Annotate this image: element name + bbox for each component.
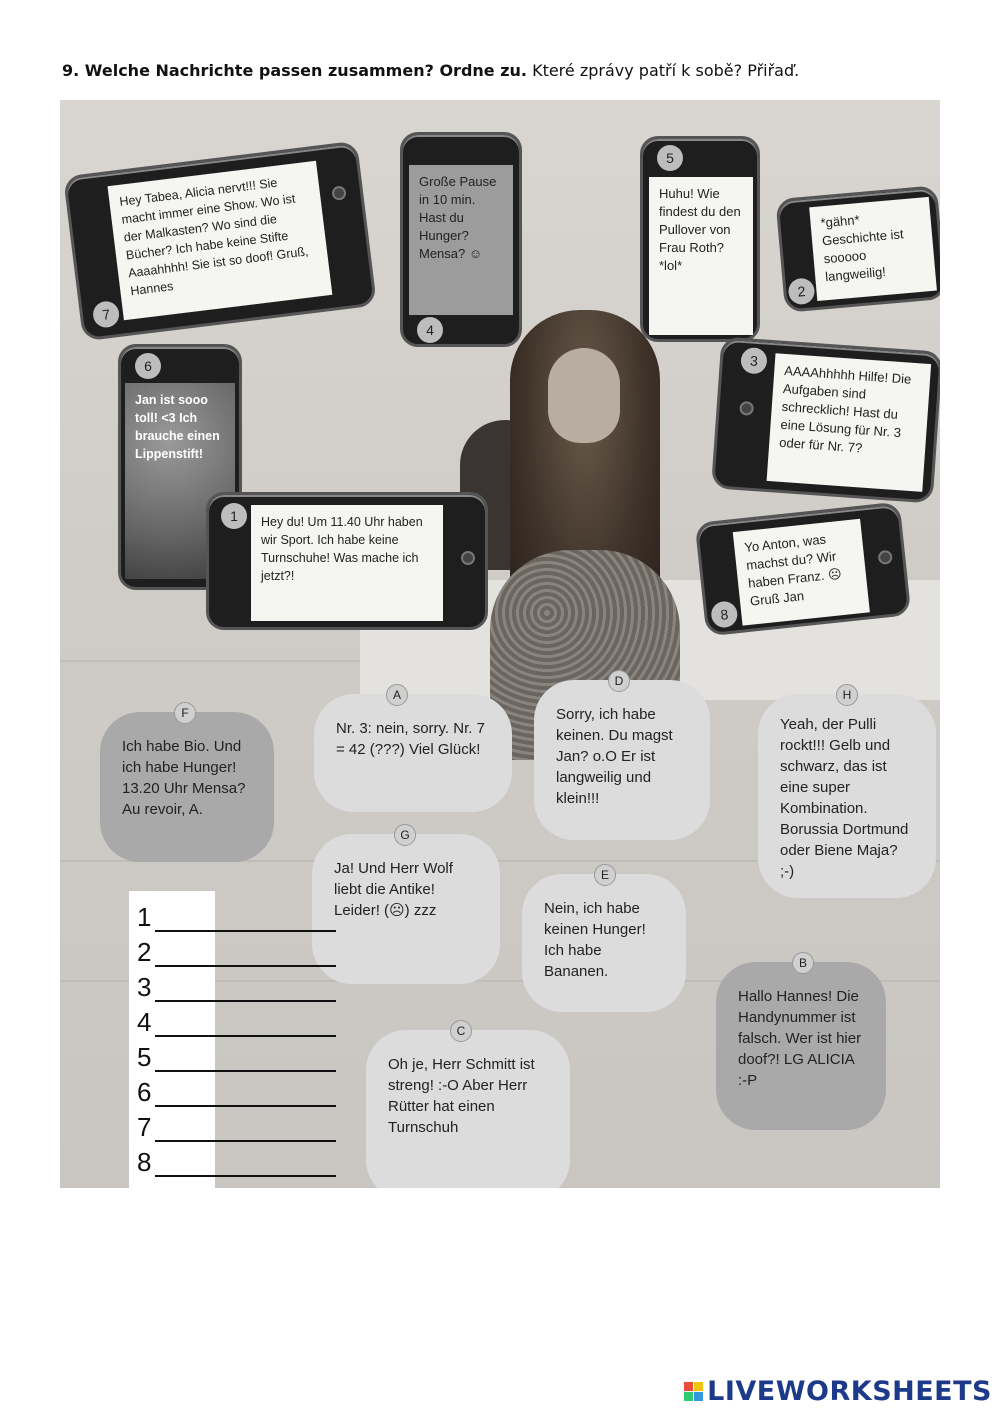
logo-icon bbox=[684, 1382, 703, 1401]
phone-1-number: 1 bbox=[221, 503, 247, 529]
instruction-text bbox=[62, 60, 799, 82]
answer-number: 3 bbox=[137, 972, 152, 1002]
phone-button bbox=[331, 185, 347, 201]
answer-input-8[interactable] bbox=[155, 1153, 336, 1177]
answer-row-3 bbox=[137, 967, 209, 1002]
phone-button bbox=[461, 551, 475, 565]
phone-2-number: 2 bbox=[787, 277, 815, 305]
logo-text: LIVEWORKSHEETS bbox=[707, 1376, 992, 1407]
phone-8-message: Yo Anton, was machst du? Wir haben Franz. ☹ Gruß Jan bbox=[733, 519, 870, 626]
phone-7-message: Hey Tabea, Alicia nervt!!! Sie macht immer eine Show. Wo ist der Malkasten? Wo sind die Bücher? Ich habe keine Stifte Aaaahhhh! Sie ist so doof! Gruß, Hannes bbox=[107, 161, 332, 321]
answer-list bbox=[129, 891, 215, 1188]
reply-bubble-h bbox=[758, 688, 936, 898]
phone-8-number: 8 bbox=[710, 600, 739, 629]
answer-input-3[interactable] bbox=[155, 978, 336, 1002]
bubble-d-text: Sorry, ich habe keinen. Du magst Jan? o.O Er ist langweilig und klein!!! bbox=[556, 706, 673, 807]
phone-7 bbox=[63, 141, 377, 342]
answer-number: 7 bbox=[137, 1112, 152, 1142]
bubble-e-text: Nein, ich habe keinen Hunger! Ich habe Bananen. bbox=[544, 900, 646, 980]
answer-input-1[interactable] bbox=[155, 908, 336, 932]
phone-4 bbox=[400, 132, 522, 347]
logo-square bbox=[684, 1392, 693, 1401]
instruction-translation: Které zprávy patří k sobě? Přiřaď. bbox=[526, 61, 800, 80]
bubble-letter-a: A bbox=[386, 684, 408, 706]
phone-3-number: 3 bbox=[740, 347, 768, 375]
reply-bubble-b bbox=[716, 956, 886, 1130]
reply-bubble-f bbox=[100, 706, 274, 862]
answer-row-2 bbox=[137, 932, 209, 967]
answer-row-8 bbox=[137, 1142, 209, 1177]
phone-1 bbox=[206, 492, 488, 630]
phone-button bbox=[739, 401, 754, 416]
answer-number: 5 bbox=[137, 1042, 152, 1072]
reply-bubble-d bbox=[534, 674, 710, 840]
phone-2 bbox=[775, 185, 940, 313]
answer-number: 8 bbox=[137, 1147, 152, 1177]
bubble-letter-g: G bbox=[394, 824, 416, 846]
phone-2-message: *gähn* Geschichte ist sooooo langweilig! bbox=[809, 197, 937, 301]
bubble-f-text: Ich habe Bio. Und ich habe Hunger! 13.20 Uhr Mensa? Au revoir, A. bbox=[122, 738, 246, 818]
logo-square bbox=[694, 1382, 703, 1391]
bubble-letter-h: H bbox=[836, 684, 858, 706]
phone-5 bbox=[640, 136, 760, 342]
answer-input-6[interactable] bbox=[155, 1083, 336, 1107]
answer-number: 1 bbox=[137, 902, 152, 932]
phone-5-message: Huhu! Wie findest du den Pullover von Frau Roth? *lol* bbox=[649, 177, 753, 335]
phone-button bbox=[878, 550, 893, 565]
bubble-letter-d: D bbox=[608, 670, 630, 692]
answer-number: 2 bbox=[137, 937, 152, 967]
answer-row-1 bbox=[137, 897, 209, 932]
answer-input-2[interactable] bbox=[155, 943, 336, 967]
phone-3 bbox=[711, 336, 940, 503]
phone-7-number: 7 bbox=[92, 300, 121, 329]
phone-3-message: AAAAhhhhh Hilfe! Die Aufgaben sind schrecklich! Hast du eine Lösung für Nr. 3 oder für Nr. 7? bbox=[767, 353, 932, 492]
answer-number: 6 bbox=[137, 1077, 152, 1107]
bubble-h-text: Yeah, der Pulli rockt!!! Gelb und schwarz, das ist eine super Kombination. Borussia Dortmund oder Biene Maja? ;-) bbox=[780, 716, 909, 880]
phone-6-message: Jan ist sooo toll! <3 Ich brauche einen Lippenstift! bbox=[125, 383, 235, 579]
phone-4-message: Große Pause in 10 min. Hast du Hunger? Mensa? ☺ bbox=[409, 165, 513, 315]
bubble-letter-e: E bbox=[594, 864, 616, 886]
answer-row-4 bbox=[137, 1002, 209, 1037]
answer-row-7 bbox=[137, 1107, 209, 1142]
answer-row-6 bbox=[137, 1072, 209, 1107]
bubble-c-text: Oh je, Herr Schmitt ist streng! :-O Aber Herr Rütter hat einen Turnschuh bbox=[388, 1056, 535, 1136]
bubble-a-text: Nr. 3: nein, sorry. Nr. 7 = 42 (???) Viel Glück! bbox=[336, 720, 485, 758]
instruction-bold: 9. Welche Nachrichte passen zusammen? Ordne zu. bbox=[62, 61, 527, 80]
reply-bubble-c bbox=[366, 1024, 570, 1188]
answer-input-4[interactable] bbox=[155, 1013, 336, 1037]
bubble-letter-c: C bbox=[450, 1020, 472, 1042]
bubble-g-text: Ja! Und Herr Wolf liebt die Antike! Leider! (☹) zzz bbox=[334, 860, 453, 919]
girl-face bbox=[548, 348, 620, 443]
reply-bubble-a bbox=[314, 688, 512, 812]
answer-input-5[interactable] bbox=[155, 1048, 336, 1072]
bubble-b-text: Hallo Hannes! Die Handynummer ist falsch. Wer ist hier doof?! LG ALICIA :-P bbox=[738, 988, 862, 1089]
reply-bubble-e bbox=[522, 868, 686, 1012]
liveworksheets-logo bbox=[684, 1376, 992, 1407]
phone-1-message: Hey du! Um 11.40 Uhr haben wir Sport. Ich habe keine Turnschuhe! Was mache ich jetzt?! bbox=[251, 505, 443, 621]
phone-8 bbox=[695, 502, 912, 637]
answer-input-7[interactable] bbox=[155, 1118, 336, 1142]
phone-4-number: 4 bbox=[417, 317, 443, 343]
logo-square bbox=[684, 1382, 693, 1391]
answer-row-5 bbox=[137, 1037, 209, 1072]
phone-6-number: 6 bbox=[135, 353, 161, 379]
logo-square bbox=[694, 1392, 703, 1401]
bubble-letter-f: F bbox=[174, 702, 196, 724]
phone-5-number: 5 bbox=[657, 145, 683, 171]
bubble-letter-b: B bbox=[792, 952, 814, 974]
answer-number: 4 bbox=[137, 1007, 152, 1037]
reply-bubble-g bbox=[312, 828, 500, 984]
